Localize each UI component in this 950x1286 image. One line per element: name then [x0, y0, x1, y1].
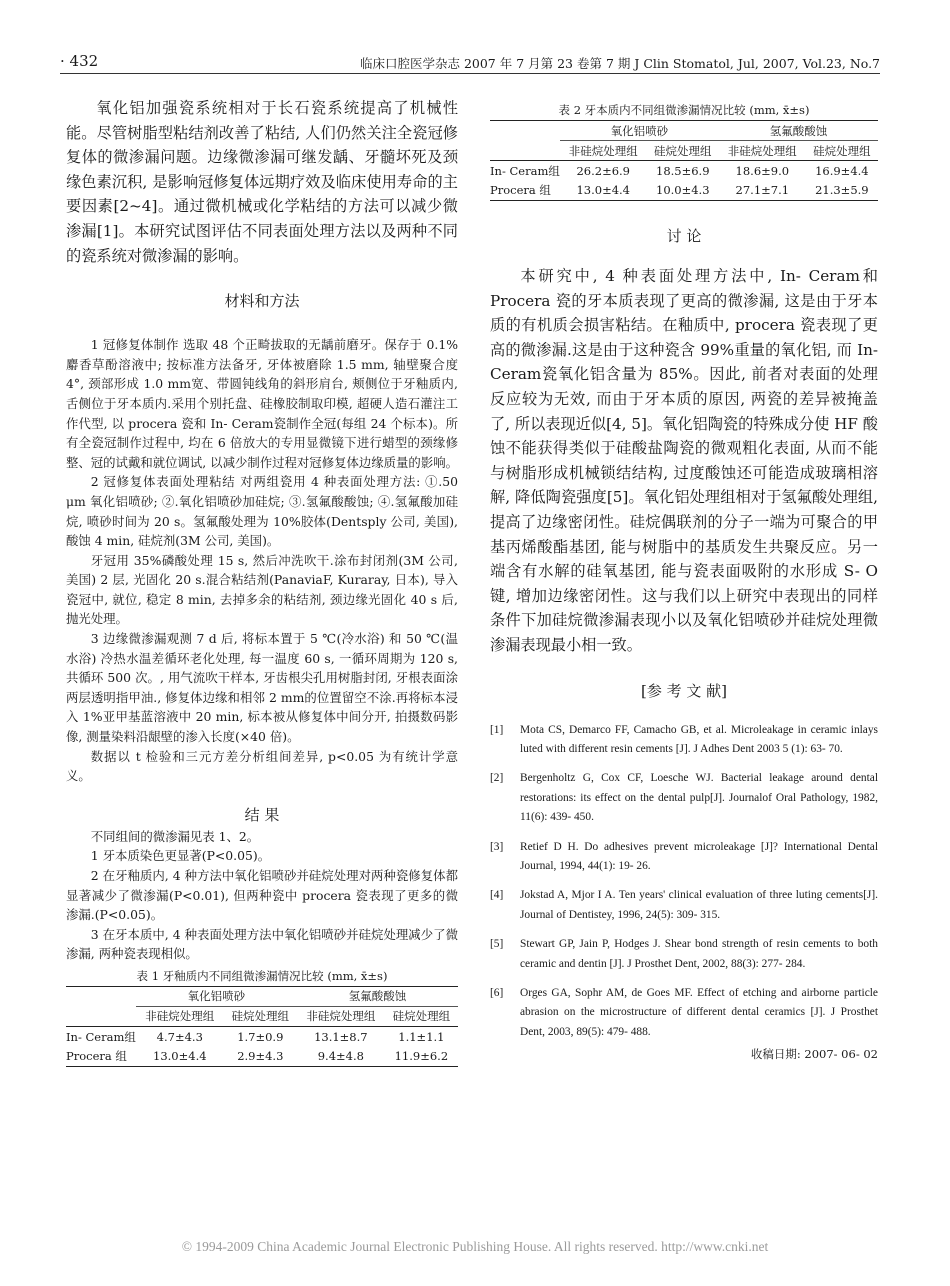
- journal-citation: 临床口腔医学杂志 2007 年 7 月第 23 卷第 7 期 J Clin Stomatol, Jul, 2007, Vol.23, No.7: [359, 56, 880, 71]
- methods-para-2: 2 冠修复体表面处理粘结 对两组瓷用 4 种表面处理方法: ①.50 μm 氧化铝喷砂; ②.氧化铝喷砂加硅烷; ③.氢氟酸酸蚀; ④.氢氟酸加硅烷, 喷砂时间为 20 s。氢氟酸处理为 10%胶体(Dentsply 公司, 美国), 酸蚀 4 min, 硅烷剂(3M 公司, 美国)。: [66, 474, 458, 549]
- results-item-3: 3 在牙本质中, 4 种表面处理方法中氧化铝喷砂并硅烷处理减少了微渗漏, 两种瓷表现相似。: [66, 926, 458, 962]
- table-1-header: 硅烷处理组: [385, 1006, 458, 1026]
- table-2-row: In- Ceram组 26.2±6.9 18.5±6.9 18.6±9.0 16.9±4.4: [490, 163, 869, 178]
- results-item-1: 1 牙本质染色更显著(P<0.05)。: [90, 848, 271, 864]
- table-2-header: 非硅烷处理组: [719, 141, 806, 161]
- table-2-header: 硅烷处理组: [647, 141, 719, 161]
- reference-item: [3] Retief D H. Do adhesives prevent microleakage [J]? International Dental Journal, 1994, 44(1): 19- 26.: [490, 840, 878, 872]
- table-1-header: 非硅烷处理组: [297, 1006, 385, 1026]
- table-1-group-b: 氢氟酸酸蚀: [297, 986, 458, 1006]
- table-2-row: Procera 组 13.0±4.4 10.0±4.3 27.1±7.1 21.3±5.9: [490, 183, 869, 198]
- results-item-2: 2 在牙釉质内, 4 种方法中氧化铝喷砂并硅烷处理对两种瓷修复体都显著减少了微渗漏(P<0.01), 但两种瓷中 procera 瓷表现了更多的微渗漏.(P<0.05)。: [66, 868, 458, 923]
- table-1-header: 非硅烷处理组: [136, 1006, 224, 1026]
- methods-para-5: 数据以 t 检验和三元方差分析组间差异, p<0.05 为有统计学意义。: [66, 748, 458, 784]
- page-number: · 432: [60, 52, 99, 70]
- results-intro: 不同组间的微渗漏见表 1、2。: [90, 828, 260, 844]
- methods-para-4: 3 边缘微渗漏观测 7 d 后, 将标本置于 5 ℃(冷水浴) 和 50 ℃(温水浴) 冷热水温差循环老化处理, 每一温度 60 s, 一循环周期为 120 s, 共循环 500 次。, 用气流吹干样本, 牙齿根尖孔用树脂封闭, 牙根表面涂两层透明指甲油., 修复体边缘和相邻 2 mm的位置留空不涂.再将标本浸入 1%亚甲基蓝溶液中 20 min, 标本被从修复体中间分开, 拍摄数码影像, 测量染料沿龈壁的渗入长度(×40 倍)。: [66, 631, 458, 745]
- reference-item: [1] Mota CS, Demarco FF, Camacho GB, et al. Microleakage in ceramic inlays luted with different resin cements [J]. J Adhes Dent 2003 5 (1): 63- 70.: [490, 723, 878, 755]
- reference-item: [2] Bergenholtz G, Cox CF, Loesche WJ. Bacterial leakage around dental restorations: its effect on the dental pulp[J]. Journalof Oral Pathology, 1982, 11(6): 439- 450.: [490, 772, 878, 824]
- reference-item: [6] Orges GA, Sophr AM, de Goes MF. Effect of etching and airborne particle abrasion on the microstructure of different dental ceramics [J]. J Prosthet Dent, 2003, 89(5): 479- 488.: [490, 986, 878, 1038]
- methods-para-1: 1 冠修复体制作 选取 48 个正畸拔取的无龋前磨牙。保存于 0.1%麝香草酚溶液中; 按标准方法备牙, 牙体被磨除 1.5 mm, 轴壁聚合度 4°, 颈部形成 1.0 mm宽、带圆钝线角的斜形肩台, 颊侧位于牙釉质内, 舌侧位于牙本质内.采用个别托盘、硅橡胶制取印模, 超硬人造石灌注工作代型, 以 procera 瓷和 In- Ceram瓷制作全冠(每组 24 个标本)。所有全瓷冠制作过程中, 均在 6 倍放大的专用显微镜下进行蜡型的颈缘修整、冠的试戴和就位调试, 以减少制作过程对冠修复体边缘质量的影响。: [66, 337, 458, 470]
- copyright-footer: © 1994-2009 China Academic Journal Electronic Publishing House. All rights reserved. http://www.cnki.net: [181, 1239, 769, 1254]
- discussion-heading: 讨 论: [666, 227, 702, 245]
- table-1-group-a: 氧化铝喷砂: [136, 986, 297, 1006]
- table-1-grid: [66, 986, 458, 1067]
- table-1-row: In- Ceram组 4.7±4.3 1.7±0.9 13.1±8.7 1.1±1.1: [66, 1029, 445, 1044]
- discussion-paragraph: 本研究中, 4 种表面处理方法中, In- Ceram和 Procera 瓷的牙本质表现了更高的微渗漏, 这是由于牙本质的有机质会损害粘结。在釉质中, procera 瓷表现了更高的微渗漏.这是由于这种瓷含 99%重量的氧化铝, 而 In- Ceram瓷氧化铝含量为 85%。因此, 前者对表面的处理反应较为无效, 而由于牙本质的原因, 两瓷的差异被掩盖了, 所以表现近似[4, 5]。氧化铝陶瓷的特殊成分使 HF 酸蚀不能获得类似于硅酸盐陶瓷的微观粗化表面, 从而不能与树脂形成机械锁结结构, 过度酸蚀还可能造成玻璃相溶解, 降低陶瓷强度[5]。氧化铝处理组相对于氢氟酸处理组, 提高了边缘密闭性。硅烷偶联剂的分子一端为可聚合的甲基丙烯酸酯基团, 能与树脂中的基质发生共聚反应。另一端含有水解的硅氧基团, 能与瓷表面吸附的水形成 S- O 键, 增加边缘密闭性。这与我们以上研究中表现出的同样条件下加硅烷微渗漏表现小以及氧化铝喷砂并硅烷处理微渗漏表现最小相一致。: [490, 267, 878, 654]
- methods-para-3: 牙冠用 35%磷酸处理 15 s, 然后冲洗吹干.涂布封闭剂(3M 公司, 美国) 2 层, 光固化 20 s.混合粘结剂(PanaviaF, Kuraray, 日本), 导入瓷冠中, 就位, 稳定 8 min, 去掉多余的粘结剂, 颈边缘光固化 40 s 后, 抛光处理。: [66, 552, 458, 627]
- reference-item: [4] Jokstad A, Mjor I A. Ten years' clinical evaluation of three luting cements[J]. Journal of Dentistey, 1996, 24(5): 309- 315.: [490, 889, 878, 921]
- table-2-caption: 表 2 牙本质内不同组微渗漏情况比较 (mm, x̄±s): [558, 103, 810, 117]
- received-date: 收稿日期: 2007- 06- 02: [750, 1047, 878, 1062]
- table-2-header: 非硅烷处理组: [560, 141, 647, 161]
- running-header: [60, 52, 880, 74]
- table-2-grid: [490, 120, 878, 201]
- methods-heading: 材料和方法: [224, 292, 300, 311]
- reference-list: [490, 721, 878, 1043]
- results-heading: 结 果: [244, 805, 280, 824]
- right-column: [490, 102, 878, 1062]
- intro-paragraph: 氧化铝加强瓷系统相对于长石瓷系统提高了机械性能。尽管树脂型粘结剂改善了粘结, 人们仍然关注全瓷冠修复体的微渗漏问题。边缘微渗漏可继发龋、牙髓坏死及颈缘色素沉积, 是影响冠修复体远期疗效及临床使用寿命的主要因素[2~4]。通过微机械或化学粘结的方法可以减少微渗漏[1]。本研究试图评估不同表面处理方法以及两种不同的瓷系统对微渗漏的影响。: [66, 99, 458, 265]
- table-2: [490, 102, 878, 201]
- left-column: [66, 96, 458, 1067]
- table-1-header: 硅烷处理组: [224, 1006, 297, 1026]
- table-1-row: Procera 组 13.0±4.4 2.9±4.3 9.4±4.8 11.9±6.2: [66, 1049, 449, 1064]
- table-2-header: 硅烷处理组: [806, 141, 878, 161]
- table-1: [66, 968, 458, 1067]
- table-1-caption: 表 1 牙釉质内不同组微渗漏情况比较 (mm, x̄±s): [136, 968, 388, 983]
- references-heading: [参 考 文 献]: [640, 681, 727, 700]
- reference-item: [5] Stewart GP, Jain P, Hodges J. Shear bond strength of resin cements to both ceramic and dentin [J]. J Prosthet Dent, 2002, 88(3): 277- 284.: [490, 938, 878, 970]
- table-2-group-b: 氢氟酸酸蚀: [719, 121, 878, 141]
- table-2-group-a: 氧化铝喷砂: [560, 121, 719, 141]
